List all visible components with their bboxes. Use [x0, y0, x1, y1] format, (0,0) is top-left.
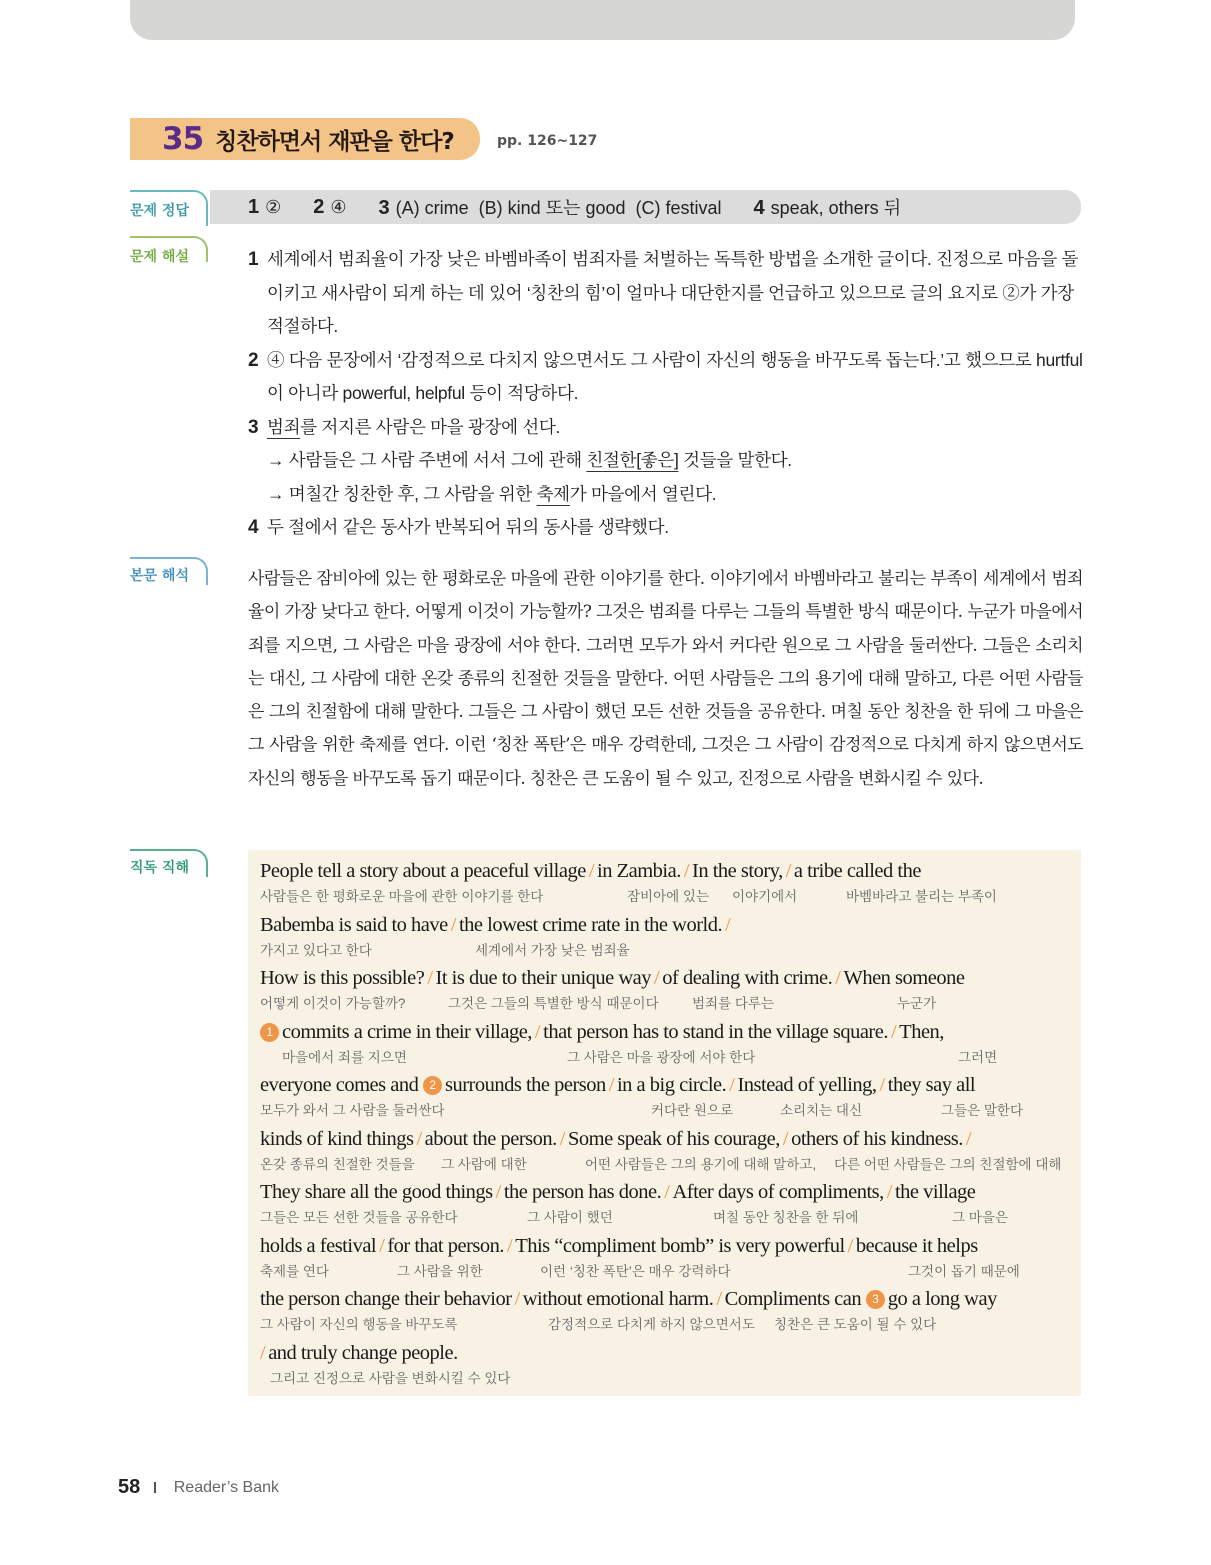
chunk: of dealing with crime. [662, 967, 833, 989]
chunk: the village [894, 1181, 976, 1203]
slash-divider: / [588, 860, 595, 882]
answer-text: ② [265, 196, 282, 217]
answer-text: ④ [330, 196, 347, 217]
chunk: In the story, [692, 860, 783, 882]
korean-gloss [260, 1206, 1081, 1224]
gloss: 어떤 사람들은 그의 용기에 대해 말하고, [585, 1156, 817, 1172]
slash-divider: / [847, 1234, 853, 1257]
gloss: 그것이 돕기 때문에 [908, 1263, 1020, 1279]
gloss: 그 사람이 자신의 행동을 바꾸도록 [260, 1317, 458, 1332]
slash-divider: / [725, 913, 731, 936]
slash-divider: / [664, 1181, 670, 1203]
top-decorative-bar [130, 0, 1075, 40]
explanation-item-4 [248, 511, 1083, 545]
tab-direct-reading [130, 849, 208, 877]
gloss: 며칠 동안 칭찬을 한 뒤에 [713, 1210, 859, 1225]
explanation-subline [248, 478, 1083, 512]
slash-divider: / [890, 1020, 897, 1043]
item-text: 를 저지른 사람은 마을 광장에 선다. [300, 416, 561, 437]
chunk: How is this possible? [260, 967, 425, 989]
reading-line [260, 1021, 1081, 1075]
unit-title: 칭찬하면서 재판을 한다? [215, 128, 454, 155]
gloss: 바벰바라고 불리는 부족이 [846, 889, 997, 904]
korean-gloss [260, 992, 1081, 1010]
explanation-item-3 [248, 411, 1083, 445]
chunk: kinds of kind things [260, 1127, 414, 1150]
slash-divider: / [260, 1341, 266, 1364]
tab-answer-label: 문제 정답 [130, 203, 189, 219]
chunk: for that person. [387, 1234, 504, 1257]
chunk: that person has to stand in the village square. [543, 1020, 888, 1043]
gloss: 그러면 [958, 1049, 998, 1065]
english-line [260, 1181, 1081, 1206]
chunk: It is due to their unique way [435, 967, 652, 989]
gloss: 다른 어떤 사람들은 그의 친절함에 대해 [834, 1156, 1062, 1172]
subline-text: 가 마을에서 열린다. [569, 483, 717, 504]
slash-divider: / [654, 967, 660, 989]
item-number: 1 [248, 249, 259, 270]
answer-number: 1 [248, 195, 260, 218]
subline-text: → 사람들은 그 사람 주변에 서서 그에 관해 [267, 450, 587, 470]
chunk: People tell a story about a peaceful village [260, 860, 586, 882]
reading-line [260, 1342, 1081, 1396]
chunk: Some speak of his courage, [567, 1127, 780, 1150]
number-marker-icon: 3 [866, 1290, 885, 1309]
translation-paragraph: 사람들은 잠비아에 있는 한 평화로운 마을에 관한 이야기를 한다. 이야기에서 바벰바라고 불리는 부족이 세계에서 범죄율이 가장 낮다고 한다. 어떻게 이것이 가능할까? 그것은 범죄를 다루는 그들의 특별한 방식 때문이다. 누군가 마을에서 죄를 지으면, 그 사람은 마을 광장에 서야 한다. 그러면 모두가 와서 커다란 원으로 그 사람을 둘러싼다. 그들은 소리치는 대신, 그 사람에 대한 온갖 종류의 친절한 것들을 말한다. 어떤 사람들은 그의 용기에 대해 말하고, 다른 어떤 사람들은 그의 친절함에 대해 말한다. 그들은 그 사람이 했던 모든 선한 것들을 공유한다. 며칠 동안 칭찬을 한 뒤에 그 마을은 그 사람을 위한 축제를 연다. 이런 ‘칭찬 폭탄’은 매우 강력한데, 그것은 그 사람이 감정적으로 다치게 하지 않으면서도 자신의 행동을 바꾸도록 돕기 때문이다. 칭찬은 큰 도움이 될 수 있고, 진정으로 사람을 변화시킬 수 있다. [248, 569, 1083, 789]
chunk: the person has done. [503, 1181, 662, 1203]
english-line [260, 860, 1081, 885]
gloss: 그 사람은 마을 광장에 서야 한다 [567, 1049, 756, 1065]
chunk: others of his kindness. [791, 1127, 963, 1150]
chunk: go a long way [887, 1288, 997, 1310]
reading-line [260, 967, 1081, 1021]
tab-explanation-label: 문제 해설 [130, 249, 189, 265]
slash-divider: / [427, 967, 433, 989]
gloss: 잠비아에 있는 [627, 889, 709, 904]
answer-number: 3 [378, 197, 390, 219]
gloss: 그 사람을 위한 [397, 1263, 483, 1279]
item-number: 2 [248, 349, 259, 371]
chunk: in Zambia. [597, 860, 681, 882]
item-text: 세계에서 범죄율이 가장 낮은 바벰바족이 범죄자를 처벌하는 독특한 방법을 소개한 글이다. 진정으로 마음을 돌이키고 새사람이 되게 하는 데 있어 ‘칭찬의 힘’이 얼마나 대단한지를 언급하고 있으므로 글의 요지로 ②가 가장 적절하다. [267, 249, 1079, 336]
chunk: the person change their behavior [260, 1288, 512, 1310]
answer-text: (A) crime (B) kind 또는 good (C) festival [395, 198, 722, 218]
tab-translation-label: 본문 해석 [130, 568, 189, 584]
item-number: 4 [248, 517, 259, 538]
slash-divider: / [716, 1288, 722, 1310]
slash-divider: / [534, 1020, 541, 1043]
slash-divider: / [683, 860, 690, 882]
gloss: 모두가 와서 그 사람을 둘러싼다 [260, 1103, 445, 1118]
tab-answer [130, 190, 208, 226]
gloss: 그들은 모든 선한 것들을 공유한다 [260, 1210, 458, 1225]
gloss: 그 사람에 대한 [441, 1156, 527, 1172]
korean-gloss [260, 1099, 1081, 1117]
reading-line [260, 1288, 1081, 1342]
item-text: ④ 다음 문장에서 ‘감정적으로 다치지 않으면서도 그 사람이 자신의 행동을 바꾸도록 돕는다.’고 했으므로 hurtful이 아니라 powerful, helpful 등이 적당하다. [267, 349, 1083, 403]
answer-item [754, 194, 902, 220]
gloss: 칭찬은 큰 도움이 될 수 있다 [774, 1317, 937, 1332]
korean-gloss [260, 1367, 1081, 1385]
answer-number: 4 [753, 197, 765, 219]
korean-gloss [260, 939, 1081, 957]
chunk: because it helps [855, 1234, 978, 1257]
gloss: 세계에서 가장 낮은 범죄율 [475, 942, 630, 958]
page-footer [118, 1476, 279, 1499]
underlined-keyword: 축제 [536, 483, 570, 504]
page-number: 58 [118, 1476, 141, 1498]
number-marker-icon: 2 [423, 1076, 442, 1095]
gloss: 그 사람이 했던 [527, 1210, 613, 1225]
korean-gloss [260, 1153, 1081, 1171]
korean-gloss [260, 1313, 1081, 1331]
reading-line [260, 1074, 1081, 1128]
underlined-keyword: 친절한[좋은] [586, 450, 679, 470]
explanation-subline [248, 444, 1083, 478]
slash-divider: / [608, 1074, 614, 1096]
reading-line [260, 1235, 1081, 1289]
gloss: 누군가 [897, 996, 937, 1011]
underlined-keyword: 범죄 [267, 416, 301, 437]
chunk: They share all the good things [260, 1181, 493, 1203]
book-title: Reader’s Bank [173, 1478, 279, 1496]
explanation-item-1 [248, 243, 1083, 344]
gloss: 사람들은 한 평화로운 마을에 관한 이야기를 한다 [260, 889, 544, 904]
korean-gloss [260, 1046, 1081, 1064]
gloss: 소리치는 대신 [780, 1103, 862, 1118]
english-line [260, 914, 1081, 939]
gloss: 이런 ‘칭찬 폭탄’은 매우 강력하다 [540, 1263, 731, 1279]
english-line [260, 1288, 1081, 1313]
reading-line [260, 860, 1081, 914]
gloss: 감정적으로 다치게 하지 않으면서도 [548, 1317, 755, 1332]
chunk: When someone [843, 967, 965, 989]
reading-line [260, 914, 1081, 968]
answer-item [379, 194, 722, 220]
tab-direct-reading-label: 직독 직해 [130, 860, 189, 876]
slash-divider: / [965, 1127, 972, 1150]
subline-text: 것들을 말한다. [678, 450, 792, 470]
gloss: 이야기에서 [732, 889, 798, 904]
chunk: they say all [887, 1074, 976, 1096]
answer-number: 2 [313, 195, 325, 218]
item-number: 3 [248, 416, 259, 438]
slash-divider: / [379, 1234, 385, 1257]
explanation-item-2 [248, 344, 1083, 411]
chunk: without emotional harm. [522, 1288, 714, 1310]
slash-divider: / [507, 1234, 513, 1257]
korean-gloss [260, 885, 1081, 903]
gloss: 마을에서 죄를 지으면 [282, 1049, 407, 1065]
chunk: This “compliment bomb” is very powerful [515, 1234, 845, 1257]
slash-divider: / [886, 1181, 892, 1203]
gloss: 커다란 원으로 [651, 1103, 733, 1118]
gloss: 그것은 그들의 특별한 방식 때문이다 [448, 996, 659, 1011]
number-marker-icon: 1 [260, 1023, 279, 1042]
gloss: 그리고 진정으로 사람을 변화시킬 수 있다 [270, 1370, 511, 1386]
unit-number: 35 [162, 121, 204, 157]
chunk: After days of compliments, [672, 1181, 884, 1203]
chunk: holds a festival [260, 1234, 377, 1257]
chunk: Babemba is said to have [260, 913, 448, 936]
chunk: a tribe called the [793, 860, 921, 882]
reading-line [260, 1181, 1081, 1235]
chunk: Compliments can [724, 1288, 862, 1310]
slash-divider: / [782, 1127, 789, 1150]
chunk: Then, [899, 1020, 944, 1043]
gloss: 온갖 종류의 친절한 것들을 [260, 1156, 415, 1172]
tab-explanation [130, 236, 208, 265]
chunk: the lowest crime rate in the world. [458, 913, 723, 936]
item-text: 두 절에서 같은 동사가 반복되어 뒤의 동사를 생략했다. [267, 517, 669, 537]
english-line [260, 1342, 1081, 1367]
reading-line [260, 1128, 1081, 1182]
unit-page-range: pp. 126~127 [497, 133, 598, 149]
slash-divider: / [785, 860, 791, 882]
slash-divider: / [729, 1074, 735, 1096]
unit-header [130, 118, 480, 160]
gloss: 범죄를 다루는 [692, 996, 774, 1011]
chunk: Instead of yelling, [737, 1074, 877, 1096]
slash-divider: / [514, 1288, 520, 1310]
korean-gloss [260, 1260, 1081, 1278]
tab-translation [130, 557, 208, 585]
english-line [260, 1128, 1081, 1153]
explanation-section [248, 243, 1083, 545]
slash-divider: / [835, 967, 841, 989]
slash-divider: / [416, 1127, 422, 1150]
chunk: commits a crime in their village, [282, 1020, 532, 1043]
answer-text: speak, others 뒤 [770, 198, 902, 218]
english-line [260, 1235, 1081, 1260]
slash-divider: / [450, 913, 456, 936]
answer-bar [210, 190, 1081, 224]
gloss: 어떻게 이것이 가능할까? [260, 996, 406, 1011]
footer-divider [154, 1482, 156, 1493]
direct-reading-box [248, 850, 1081, 1396]
slash-divider: / [559, 1127, 565, 1150]
chunk: and truly change people. [268, 1341, 458, 1364]
answer-item [248, 196, 281, 219]
gloss: 그들은 말한다 [941, 1103, 1023, 1118]
chunk: about the person. [424, 1127, 557, 1150]
chunk: surrounds the person [444, 1074, 606, 1096]
slash-divider: / [879, 1074, 885, 1096]
chunk: everyone comes and [260, 1074, 419, 1096]
english-line [260, 1074, 1081, 1099]
english-line [260, 1021, 1081, 1046]
gloss: 그 마을은 [952, 1210, 1008, 1225]
slash-divider: / [495, 1181, 501, 1203]
answer-item [313, 196, 346, 219]
subline-text: → 며칠간 칭찬한 후, 그 사람을 위한 [267, 483, 537, 504]
gloss: 가지고 있다고 한다 [260, 942, 372, 958]
gloss: 축제를 연다 [260, 1263, 329, 1279]
chunk: in a big circle. [616, 1074, 727, 1096]
english-line [260, 967, 1081, 992]
